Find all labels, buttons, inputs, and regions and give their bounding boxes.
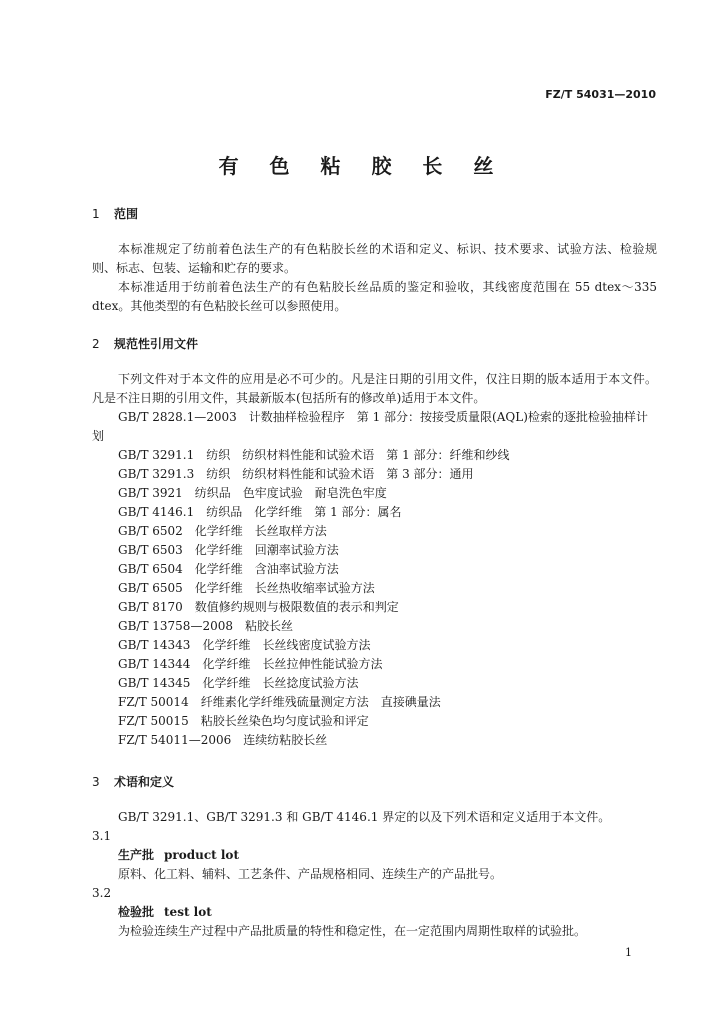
section-title: 术语和定义 xyxy=(114,775,175,789)
document-body xyxy=(92,204,657,941)
term-definition: 为检验连续生产过程中产品批质量的特性和稳定性，在一定范围内周期性取样的试验批。 xyxy=(118,924,587,938)
paragraph: 下列文件对于本文件的应用是必不可少的。凡是注日期的引用文件，仅注日期的版本适用于本文件。凡是不注日期的引用文件，其最新版本(包括所有的修改单)适用于本文件。 xyxy=(92,372,657,405)
standard-code: FZ/T 54031—2010 xyxy=(545,88,656,101)
section-heading xyxy=(92,204,657,224)
term-number: 3.2 xyxy=(92,886,112,900)
reference-list xyxy=(92,408,657,750)
section-number: 3 xyxy=(92,775,100,789)
term-name xyxy=(92,903,657,922)
term-name-cn: 检验批 xyxy=(118,905,155,919)
reference-item: GB/T 6502 化学纤维 长丝取样方法 xyxy=(118,524,327,538)
page-number: 1 xyxy=(625,946,632,959)
section-heading xyxy=(92,772,657,792)
reference-item: FZ/T 54011—2006 连续纺粘胶长丝 xyxy=(118,733,328,747)
reference-item: GB/T 14345 化学纤维 长丝捻度试验方法 xyxy=(118,676,359,690)
section-title: 范围 xyxy=(114,207,139,221)
paragraph: GB/T 3291.1、GB/T 3291.3 和 GB/T 4146.1 界定的以及下列术语和定义适用于本文件。 xyxy=(118,810,611,824)
reference-item: GB/T 14343 化学纤维 长丝线密度试验方法 xyxy=(118,638,371,652)
reference-item: GB/T 6503 化学纤维 回潮率试验方法 xyxy=(118,543,339,557)
section-scope xyxy=(92,204,657,316)
section-heading xyxy=(92,334,657,354)
reference-item: GB/T 3291.3 纺织 纺织材料性能和试验术语 第 3 部分：通用 xyxy=(118,467,474,481)
reference-item: GB/T 14344 化学纤维 长丝拉伸性能试验方法 xyxy=(118,657,383,671)
reference-item: FZ/T 50015 粘胶长丝染色均匀度试验和评定 xyxy=(118,714,369,728)
section-title: 规范性引用文件 xyxy=(114,337,199,351)
reference-item: GB/T 13758—2008 粘胶长丝 xyxy=(118,619,293,633)
term-entry xyxy=(92,884,657,941)
reference-item: GB/T 8170 数值修约规则与极限数值的表示和判定 xyxy=(118,600,399,614)
term-number: 3.1 xyxy=(92,829,112,843)
term-definition: 原料、化工料、辅料、工艺条件、产品规格相同、连续生产的产品批号。 xyxy=(118,867,503,881)
reference-item: GB/T 3291.1 纺织 纺织材料性能和试验术语 第 1 部分：纤维和纱线 xyxy=(118,448,510,462)
section-terms xyxy=(92,772,657,941)
reference-item: GB/T 6504 化学纤维 含油率试验方法 xyxy=(118,562,339,576)
section-number: 2 xyxy=(92,337,100,351)
term-name-en: test lot xyxy=(164,905,212,919)
reference-item: GB/T 2828.1—2003 计数抽样检验程序 第 1 部分：按接受质量限(AQL)检索的逐批检验抽样计划 xyxy=(92,410,648,443)
term-name xyxy=(92,846,657,865)
reference-item: GB/T 4146.1 纺织品 化学纤维 第 1 部分：属名 xyxy=(118,505,402,519)
paragraph: 本标准规定了纺前着色法生产的有色粘胶长丝的术语和定义、标识、技术要求、试验方法、检验规则、标志、包装、运输和贮存的要求。 xyxy=(92,242,657,275)
document-title: 有 色 粘 胶 长 丝 xyxy=(218,154,506,178)
paragraph: 本标准适用于纺前着色法生产的有色粘胶长丝品质的鉴定和验收，其线密度范围在 55 dtex～335 dtex。其他类型的有色粘胶长丝可以参照使用。 xyxy=(92,280,657,313)
section-number: 1 xyxy=(92,207,100,221)
term-name-cn: 生产批 xyxy=(118,848,155,862)
reference-item: FZ/T 50014 纤维素化学纤维残硫量测定方法 直接碘量法 xyxy=(118,695,441,709)
reference-item: GB/T 3921 纺织品 色牢度试验 耐皂洗色牢度 xyxy=(118,486,387,500)
term-name-en: product lot xyxy=(164,848,239,862)
term-entry xyxy=(92,827,657,884)
section-refs xyxy=(92,334,657,750)
reference-item: GB/T 6505 化学纤维 长丝热收缩率试验方法 xyxy=(118,581,375,595)
